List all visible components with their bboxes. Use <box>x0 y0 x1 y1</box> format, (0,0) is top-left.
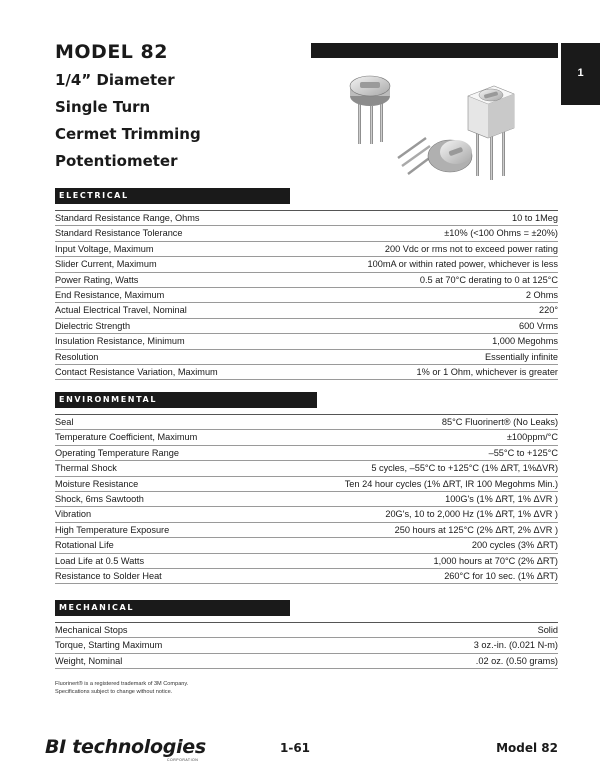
spec-table <box>55 210 558 380</box>
spec-label: Operating Temperature Range <box>55 447 179 458</box>
spec-row <box>55 538 558 553</box>
section-header: MECHANICAL <box>55 600 290 616</box>
spec-label: Actual Electrical Travel, Nominal <box>55 305 187 316</box>
spec-label: Dielectric Strength <box>55 320 131 331</box>
spec-row <box>55 242 558 257</box>
spec-value: 220° <box>538 305 558 316</box>
brand-subtitle: CORPORATION <box>167 758 199 762</box>
spec-row <box>55 226 558 241</box>
spec-value: 2 Ohms <box>525 289 558 300</box>
spec-label: Moisture Resistance <box>55 478 139 489</box>
spec-row <box>55 461 558 476</box>
trademark-note: Fluorinert® is a registered trademark of 3M Company. <box>55 681 189 687</box>
spec-label: Contact Resistance Variation, Maximum <box>55 366 218 377</box>
spec-label: Thermal Shock <box>55 463 117 474</box>
footer-model: Model 82 <box>496 741 558 755</box>
spec-label: Mechanical Stops <box>55 625 128 635</box>
footnotes <box>55 680 188 696</box>
spec-row <box>55 569 558 584</box>
spec-value: 20G's, 10 to 2,000 Hz (1% ΔRT, 1% ΔVR ) <box>385 509 558 520</box>
subtitle-line: 1/4” Diameter <box>55 71 175 89</box>
spec-value: .02 oz. (0.50 grams) <box>475 655 558 666</box>
product-photo <box>318 66 558 198</box>
electrical-section <box>55 188 558 380</box>
subtitle-line: Single Turn <box>55 98 151 116</box>
spec-table <box>55 414 558 584</box>
spec-label: High Temperature Exposure <box>55 524 170 535</box>
spec-value: 1,000 hours at 70°C (2% ΔRT) <box>433 555 558 566</box>
subtitle <box>55 67 315 175</box>
spec-row <box>55 554 558 569</box>
spec-row <box>55 319 558 334</box>
spec-change-note: Specifications subject to change without notice. <box>55 689 173 695</box>
environmental-section <box>55 392 558 584</box>
spec-label: Temperature Coefficient, Maximum <box>55 432 198 443</box>
page-number: 1-61 <box>280 741 311 755</box>
spec-row <box>55 523 558 538</box>
spec-value: 100G's (1% ΔRT, 1% ΔVR ) <box>445 493 558 504</box>
spec-label: Resistance to Solder Heat <box>55 570 162 581</box>
spec-value: 200 Vdc or rms not to exceed power rating <box>384 243 558 254</box>
spec-label: Rotational Life <box>55 540 114 551</box>
spec-row <box>55 365 558 380</box>
spec-label: Load Life at 0.5 Watts <box>55 555 145 566</box>
page-footer <box>0 736 600 766</box>
spec-row <box>55 415 558 430</box>
spec-value: 200 cycles (3% ΔRT) <box>471 540 558 551</box>
spec-row <box>55 623 558 638</box>
spec-row <box>55 507 558 522</box>
spec-row <box>55 477 558 492</box>
spec-value: 10 to 1Meg <box>512 213 558 223</box>
spec-value: 250 hours at 125°C (2% ΔRT, 2% ΔVR ) <box>394 524 558 535</box>
spec-label: Weight, Nominal <box>55 655 123 666</box>
section-header: ELECTRICAL <box>55 188 290 204</box>
section-tab: 1 <box>561 43 600 105</box>
model-title: MODEL 82 <box>55 41 168 63</box>
spec-row <box>55 430 558 445</box>
spec-value: –55°C to +125°C <box>488 447 558 458</box>
spec-value: 600 Vrms <box>519 320 558 331</box>
spec-value: 260°C for 10 sec. (1% ΔRT) <box>444 570 558 581</box>
title-block <box>55 40 315 175</box>
spec-value: ±100ppm/°C <box>506 432 558 443</box>
spec-value: 85°C Fluorinert® (No Leaks) <box>441 417 558 427</box>
spec-row <box>55 638 558 653</box>
spec-label: Shock, 6ms Sawtooth <box>55 493 144 504</box>
subtitle-line: Cermet Trimming <box>55 125 201 143</box>
spec-table <box>55 622 558 669</box>
spec-label: Standard Resistance Tolerance <box>55 228 183 239</box>
spec-label: Standard Resistance Range, Ohms <box>55 213 200 223</box>
spec-value: 3 oz.-in. (0.021 N-m) <box>473 640 558 651</box>
spec-row <box>55 288 558 303</box>
spec-label: Input Voltage, Maximum <box>55 243 154 254</box>
section-header: ENVIRONMENTAL <box>55 392 317 408</box>
spec-row <box>55 446 558 461</box>
spec-value: 100mA or within rated power, whichever is less <box>367 259 558 270</box>
spec-label: Resolution <box>55 351 99 362</box>
spec-value: 1% or 1 Ohm, whichever is greater <box>416 366 558 377</box>
spec-row <box>55 303 558 318</box>
spec-row <box>55 273 558 288</box>
spec-value: Solid <box>537 625 558 635</box>
spec-value: Ten 24 hour cycles (1% ΔRT, IR 100 Megohms Min.) <box>344 478 558 489</box>
spec-label: Torque, Starting Maximum <box>55 640 163 651</box>
spec-value: 1,000 Megohms <box>492 336 558 347</box>
mechanical-section <box>55 600 558 669</box>
spec-label: Power Rating, Watts <box>55 274 139 285</box>
spec-value: 0.5 at 70°C derating to 0 at 125°C <box>419 274 558 285</box>
spec-value: ±10% (<100 Ohms = ±20%) <box>444 228 558 239</box>
spec-row <box>55 334 558 349</box>
spec-label: End Resistance, Maximum <box>55 289 165 300</box>
header-bar <box>311 43 558 58</box>
spec-row <box>55 211 558 226</box>
spec-label: Slider Current, Maximum <box>55 259 157 270</box>
spec-value: Essentially infinite <box>484 351 558 362</box>
spec-row <box>55 492 558 507</box>
spec-label: Insulation Resistance, Minimum <box>55 336 185 347</box>
spec-row <box>55 654 558 669</box>
spec-row <box>55 257 558 272</box>
spec-row <box>55 350 558 365</box>
brand-logo: BI technologies <box>45 736 206 758</box>
spec-label: Vibration <box>55 509 92 520</box>
spec-value: 5 cycles, –55°C to +125°C (1% ΔRT, 1%ΔVR) <box>371 463 558 474</box>
spec-label: Seal <box>55 417 74 427</box>
subtitle-line: Potentiometer <box>55 152 178 170</box>
